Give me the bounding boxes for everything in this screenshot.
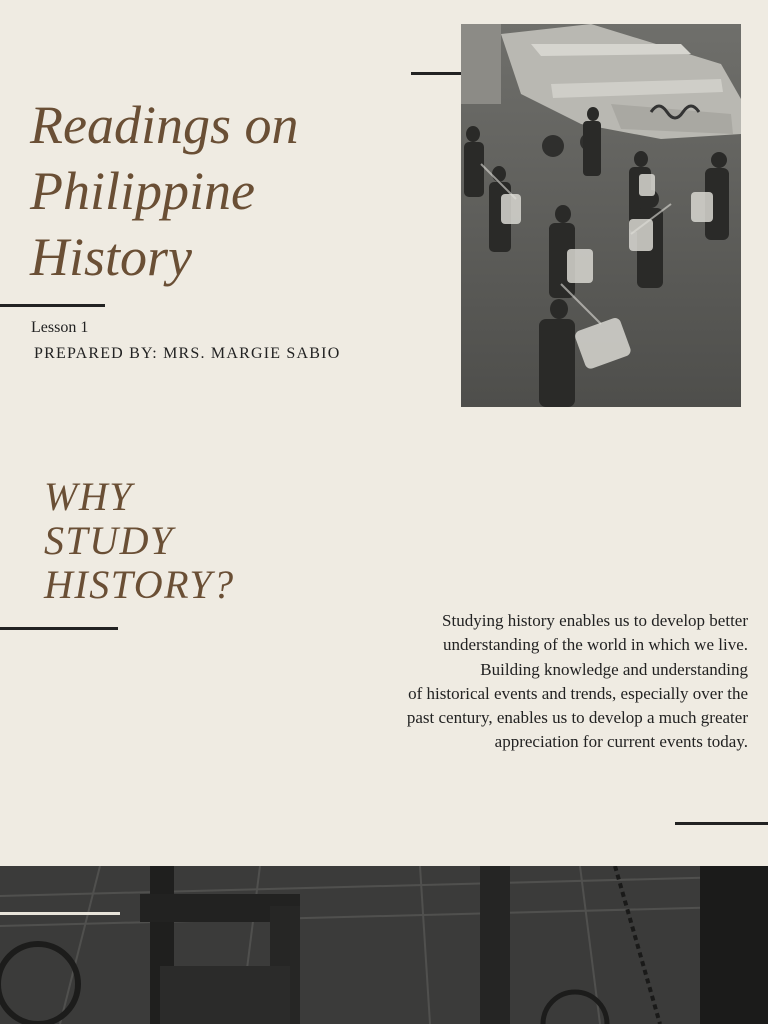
- paragraph-line: of historical events and trends, especially over the: [408, 683, 748, 703]
- body-paragraph: [308, 609, 748, 755]
- rule-right-bottom: [675, 822, 768, 825]
- heading-line: HISTORY?: [44, 562, 235, 607]
- prepared-by: PREPARED BY: MRS. MARGIE SABIO: [34, 345, 341, 362]
- rule-bottom-photo: [0, 912, 120, 915]
- title-line: History: [30, 227, 192, 287]
- heading-line: WHY: [44, 474, 133, 519]
- photo-factory-interior: [0, 866, 768, 1024]
- photo-factory-interior-art: [0, 866, 768, 1024]
- photo-soldiers-biplanes: [461, 24, 741, 407]
- title-line: Philippine: [30, 161, 255, 221]
- photo-soldiers-biplanes-art: [461, 24, 741, 407]
- rule-under-title: [0, 304, 105, 307]
- title-line: Readings on: [30, 95, 299, 155]
- paragraph-line: Building knowledge and understanding: [480, 659, 748, 679]
- rule-under-why: [0, 627, 118, 630]
- section-heading: [44, 475, 235, 607]
- paragraph-line: understanding of the world in which we live.: [443, 635, 748, 655]
- paragraph-line: appreciation for current events today.: [494, 732, 748, 752]
- page-title: [30, 92, 410, 290]
- lesson-label: Lesson 1: [31, 319, 89, 336]
- heading-line: STUDY: [44, 518, 174, 563]
- paragraph-line: Studying history enables us to develop better: [442, 611, 748, 630]
- paragraph-line: past century, enables us to develop a much greater: [406, 708, 748, 728]
